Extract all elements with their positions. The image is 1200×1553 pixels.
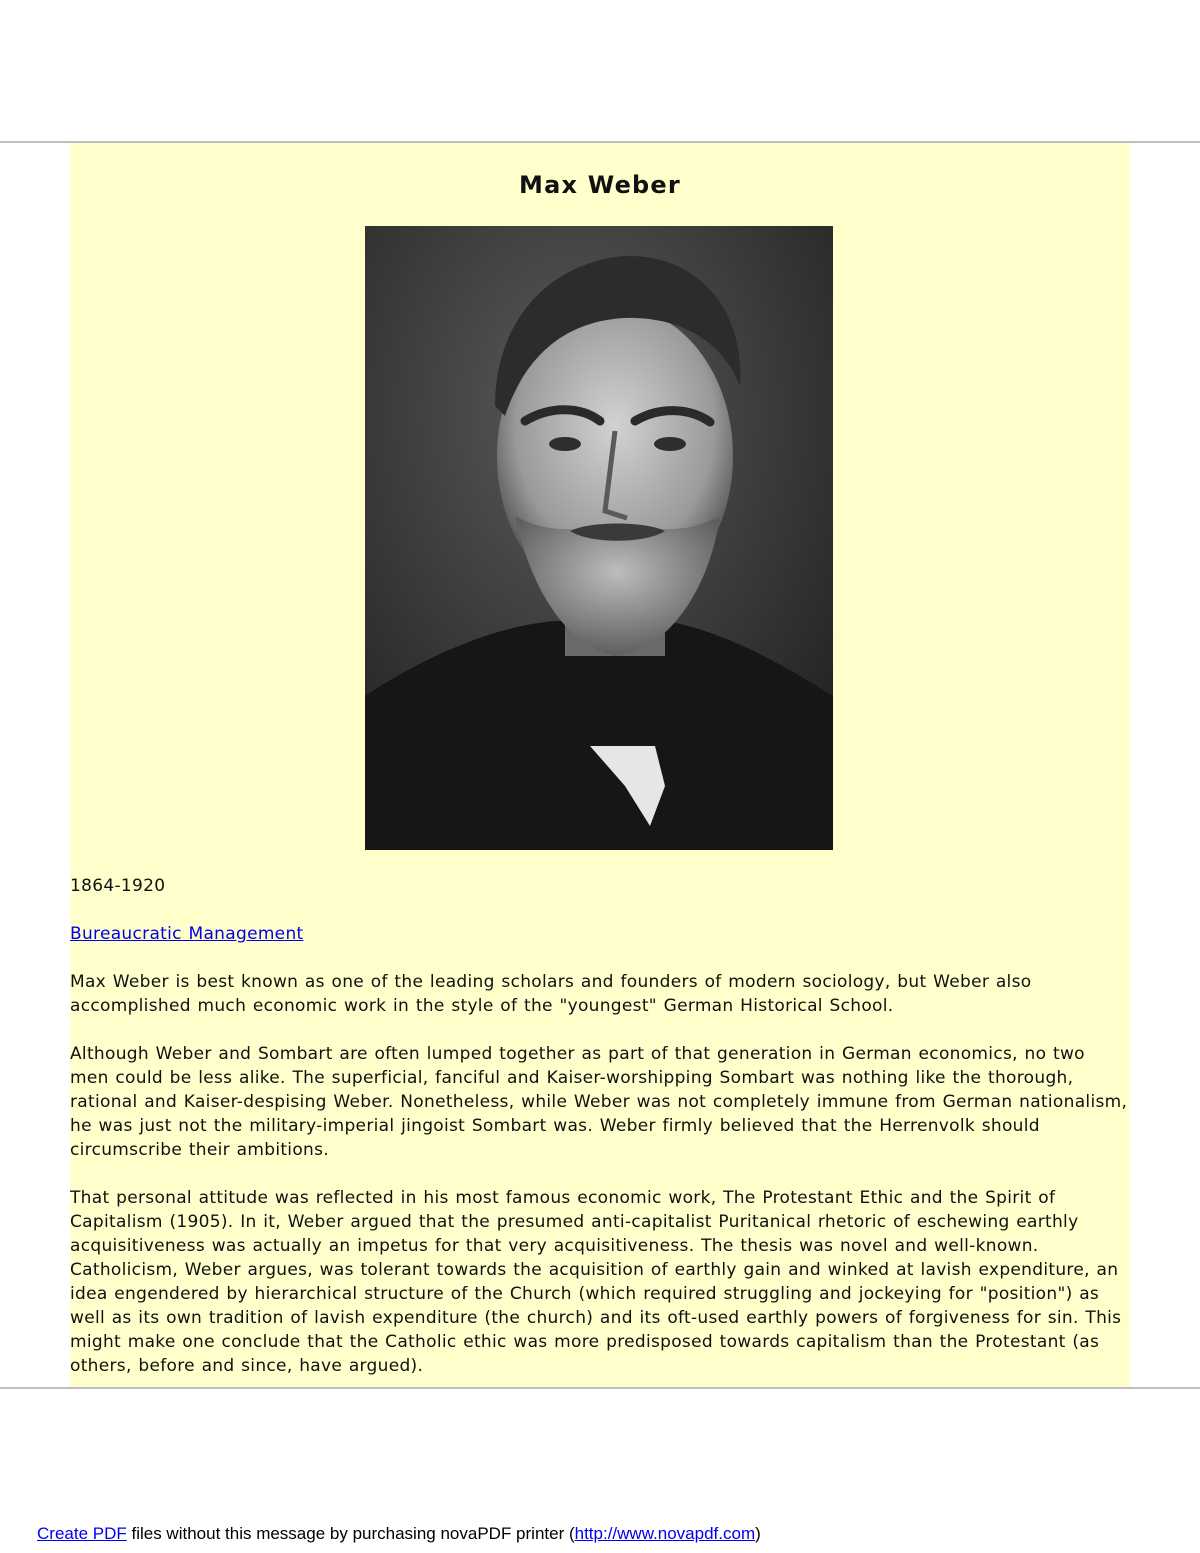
footer-closing-paren: ) xyxy=(755,1524,761,1543)
page-title: Max Weber xyxy=(519,171,681,199)
create-pdf-link[interactable]: Create PDF xyxy=(37,1524,127,1543)
paragraph-1: Max Weber is best known as one of the leading scholars and founders of modern sociology, but Weber also accomplished much economic work in the style of the "youngest" German Historical School. xyxy=(70,972,1032,1016)
novapdf-url-link[interactable]: http://www.novapdf.com xyxy=(574,1524,756,1543)
article-body xyxy=(70,874,1128,1387)
footer-text: files without this message by purchasing novaPDF printer ( xyxy=(126,1524,575,1543)
life-dates: 1864-1920 xyxy=(70,876,166,896)
page-bottom-divider xyxy=(0,1387,1200,1389)
portrait-illustration xyxy=(365,226,833,850)
portrait-image xyxy=(365,226,833,850)
paragraph-2: Although Weber and Sombart are often lumped together as part of that generation in German economics, no two men could be less alike. The superficial, fanciful and Kaiser-worshipping Sombart was nothing like the thorough, rational and Kaiser-despising Weber. Nonetheless, while Weber was not completely immune from German nationalism, he was just not the military-imperial jingoist Sombart was. Weber firmly believed that the Herrenvolk should circumscribe their ambitions. xyxy=(70,1044,1128,1160)
pdf-footer xyxy=(37,1524,761,1544)
paragraph-3: That personal attitude was reflected in his most famous economic work, The Protestant Ethic and the Spirit of Capitalism (1905). In it, Weber argued that the presumed anti-capitalist Puritanical rhetoric of eschewing earthly acquisitiveness was actually an impetus for that very acquisitiveness. The thesis was novel and well-known. Catholicism, Weber argues, was tolerant towards the acquisition of earthly gain and winked at lavish expenditure, an idea engendered by hierarchical structure of the Church (which required struggling and jockeying for "position") as well as its own tradition of lavish expenditure (the church) and its oft-used earthly powers of forgiveness for sin. This might make one conclude that the Catholic ethic was more predisposed towards capitalism than the Protestant (as others, before and since, have argued). xyxy=(70,1188,1122,1376)
content-panel xyxy=(70,143,1130,1387)
bureaucratic-management-link[interactable]: Bureaucratic Management xyxy=(70,924,304,944)
